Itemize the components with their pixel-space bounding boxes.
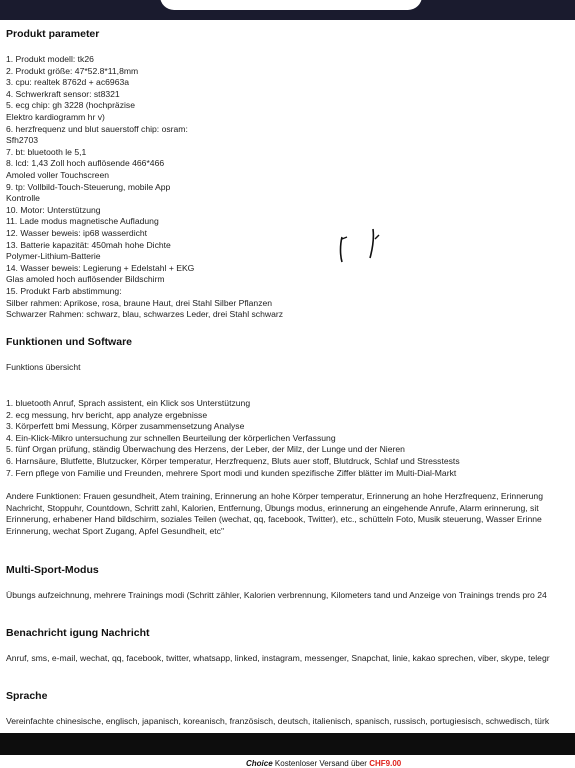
section-title-sport: Multi-Sport-Modus	[6, 564, 99, 576]
param-line: Elektro kardiogramm hr v)	[6, 112, 105, 122]
param-line: 8. lcd: 1,43 Zoll hoch auflösende 466*466	[6, 158, 165, 169]
handwritten-scribble	[336, 225, 396, 280]
section-title-params: Produkt parameter	[6, 28, 100, 40]
param-line: Silber rahmen: Aprikose, rosa, braune Haut, drei Stahl Silber Pflanzen	[6, 297, 273, 308]
param-line: 9. tp: Vollbild-Touch-Steuerung, mobile App	[6, 181, 171, 192]
param-line: 4. Schwerkraft sensor: st8321	[6, 88, 120, 99]
param-line: Amoled voller Touchscreen	[6, 170, 110, 180]
notify-text: Anruf, sms, e-mail, wechat, qq, facebook, twitter, whatsapp, linked, instagram, messenger, Snapchat, linie, kakao sprechen, viber, skype, telegr	[6, 653, 550, 663]
shipping-promo[interactable]	[246, 759, 401, 768]
functions-subtitle: Funktions übersicht	[6, 362, 81, 372]
param-line: 14. Wasser beweis: Legierung + Edelstahl + EKG	[6, 262, 195, 273]
function-line: 6. Harnsäure, Blutfette, Blutzucker, Körper temperatur, Herzfrequenz, Bluts auer stoff, Blutdruck, Schlaf und Stresstests	[6, 456, 460, 466]
sport-text: Übungs aufzeichnung, mehrere Trainings modi (Schritt zähler, Kalorien verbrennung, Kilometers tand und Anzeige von Trainings trends pro 24	[6, 590, 547, 600]
function-line: 1. bluetooth Anruf, Sprach assistent, ein Klick sos Unterstützung	[6, 398, 251, 408]
param-line: Kontrolle	[6, 193, 40, 204]
function-line: 7. Fern pflege von Familie und Freunden, mehrere Sport modi und kunden spezifische Ziffer blätter im Multi-Dial-Markt	[6, 467, 457, 478]
footer-band	[0, 733, 575, 755]
param-line: Schwarzer Rahmen: schwarz, blau, schwarzes Leder, drei Stahl schwarz	[6, 309, 284, 320]
param-line: 7. bt: bluetooth le 5,1	[6, 146, 87, 157]
other-function-line: Erinnerung, wechat Sport Zugang, Apfel Gesundheit, etc"	[6, 525, 225, 536]
promo-text: Kostenloser Versand über	[274, 759, 367, 768]
function-line: 3. Körperfett bmi Messung, Körper zusammensetzung Analyse	[6, 421, 245, 432]
param-line: 2. Produkt größe: 47*52.8*11,8mm	[6, 65, 139, 76]
param-line: 10. Motor: Unterstützung	[6, 204, 101, 215]
footer-bar	[0, 733, 575, 768]
function-line: 2. ecg messung, hrv bericht, app analyze ergebnisse	[6, 409, 208, 420]
param-line: 5. ecg chip: gh 3228 (hochpräzise	[6, 100, 135, 111]
param-line: Glas amoled hoch auflösender Bildschirm	[6, 274, 165, 285]
param-line: 3. cpu: realtek 8762d + ac6963a	[6, 77, 130, 88]
param-line: 6. herzfrequenz und blut sauerstoff chip: osram:	[6, 123, 188, 134]
function-line: 5. fünf Organ prüfung, ständig Überwachung des Herzens, der Leber, der Milz, der Lunge und der Nieren	[6, 444, 405, 455]
top-pill	[160, 0, 422, 10]
other-function-line: Andere Funktionen: Frauen gesundheit, Atem training, Erinnerung an hohe Körper temperatur, Erinnerung an hohe Herzfrequenz, Erinnerung	[6, 491, 543, 501]
promo-price: CHF9.00	[369, 759, 402, 768]
section-title-functions: Funktionen und Software	[6, 336, 132, 348]
section-title-language: Sprache	[6, 690, 48, 702]
section-title-notify: Benachricht igung Nachricht	[6, 627, 150, 639]
param-line: 13. Batterie kapazität: 450mah hohe Dichte	[6, 239, 171, 250]
function-line: 4. Ein-Klick-Mikro untersuchung zur schnellen Beurteilung der körperlichen Verfassung	[6, 432, 336, 443]
other-function-line: Nachricht, Stoppuhr, Countdown, Schritt zahl, Kalorien, Entfernung, Übungs modus, erinnerung an eingehende Anrufe, Alarm erinnerung, sit	[6, 502, 539, 513]
param-line: 15. Produkt Farb abstimmung:	[6, 286, 122, 296]
choice-brand: Choice	[246, 759, 273, 768]
param-line: 11. Lade modus magnetische Aufladung	[6, 216, 159, 227]
param-line: Sfh2703	[6, 135, 39, 146]
product-description	[6, 20, 575, 733]
param-line: 12. Wasser beweis: ip68 wasserdicht	[6, 228, 148, 238]
other-function-line: Erinnerung, erhabener Hand bildschirm, soziales Teilen (wechat, qq, facebook, Twitter), etc., schütteln Foto, Musik steuerung, Wasser Erinne	[6, 514, 542, 525]
top-bar	[0, 0, 575, 20]
param-line: Polymer-Lithium-Batterie	[6, 251, 101, 262]
param-line: 1. Produkt modell: tk26	[6, 54, 94, 64]
language-text: Vereinfachte chinesische, englisch, japanisch, koreanisch, französisch, deutsch, italienisch, spanisch, russisch, portugiesisch, schwedisch, türk	[6, 716, 550, 726]
